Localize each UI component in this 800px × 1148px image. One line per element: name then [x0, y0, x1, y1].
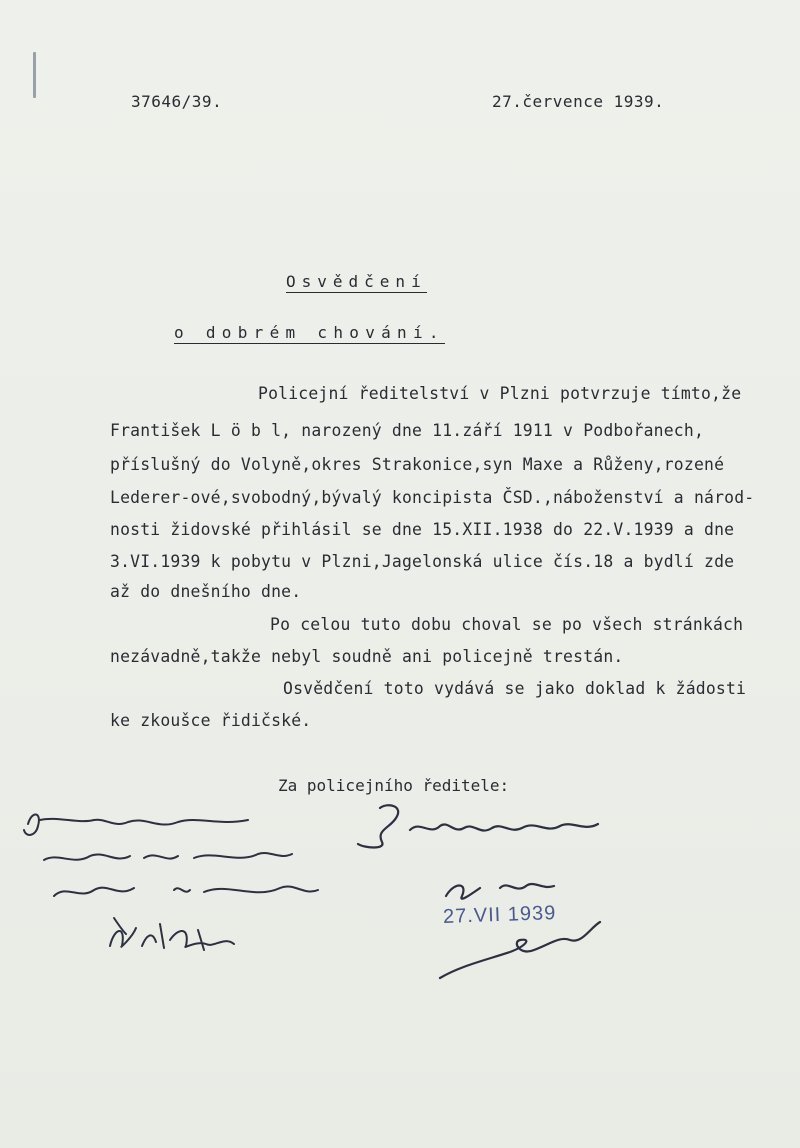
handwritten-receipt-note: [18, 800, 328, 960]
body-line: 3.VI.1939 k pobytu v Plzni,Jagelonská ulice čís.18 a bydlí zde: [110, 552, 735, 571]
body-line: nezávadně,takže nebyl soudně ani policejně trestán.: [110, 647, 624, 666]
staple-mark: [33, 52, 36, 98]
body-line: nosti židovské přihlásil se dne 15.XII.1938 do 22.V.1939 a dne: [110, 520, 735, 539]
body-line: ke zkoušce řidičské.: [110, 711, 312, 730]
body-line: Po celou tuto dobu choval se po všech stránkách: [270, 615, 744, 634]
body-line: příslušný do Volyně,okres Strakonice,syn Maxe a Růženy,rozené: [110, 455, 725, 474]
signature-label: Za policejního ředitele:: [278, 776, 510, 795]
body-line: František L ö b l, narozený dne 11.září 1911 v Podbořanech,: [110, 421, 705, 440]
document-subtitle: o dobrém chování.: [174, 323, 445, 342]
body-line: Osvědčení toto vydává se jako doklad k žádosti: [283, 679, 747, 698]
body-line: Lederer-ové,svobodný,bývalý koncipista ČSD.,náboženství a národ-: [110, 488, 755, 507]
body-line: až do dnešního dne.: [110, 582, 302, 601]
handwritten-official-signature: [350, 800, 620, 990]
document-date: 27.července 1939.: [492, 92, 665, 111]
date-stamp: 27.VII 1939: [442, 902, 557, 928]
document-title: Osvědčení: [286, 272, 427, 291]
reference-number: 37646/39.: [131, 92, 223, 111]
body-line: Policejní ředitelství v Plzni potvrzuje tímto,že: [258, 384, 742, 403]
